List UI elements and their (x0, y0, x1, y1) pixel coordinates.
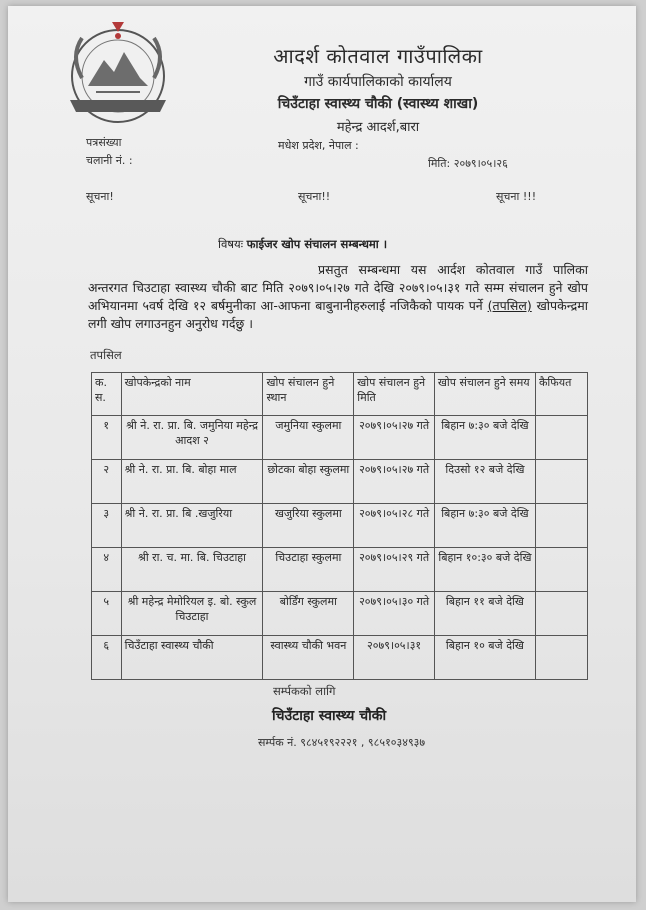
cell-date: २०७९।०५।२७ गते (354, 460, 435, 504)
letter-body (88, 261, 588, 333)
table-header-row (92, 373, 588, 416)
cell-center-name: चिउँटाहा स्वास्थ्य चौकी (121, 636, 263, 680)
cell-remarks (535, 504, 587, 548)
cell-serial: ५ (92, 592, 122, 636)
address-line: महेन्द्र आदर्श,बारा (336, 120, 420, 135)
cell-time: दिउसो १२ बजे देखि (434, 460, 535, 504)
header-serial: क. स. (92, 373, 122, 416)
cell-remarks (535, 636, 587, 680)
header-place: खोप संचालन हुने स्थान (263, 373, 354, 416)
cell-place: चिउटाहा स्कुलमा (263, 548, 354, 592)
cell-place: खजुरिया स्कुलमा (263, 504, 354, 548)
reference-number-label: पत्रसंख्या (86, 136, 122, 149)
contact-phone-numbers: सर्म्पक नं. ९८४५१९२२२१ , ९८५१०३४९३७ (258, 736, 426, 749)
cell-date: २०७९।०५।२९ गते (354, 548, 435, 592)
vaccination-schedule-table (91, 372, 588, 680)
table-row (92, 504, 588, 548)
cell-time: बिहान ७:३० बजे देखि (434, 416, 535, 460)
cell-remarks (535, 548, 587, 592)
table-row (92, 460, 588, 504)
dispatch-number-label: चलानी नं. : (86, 154, 133, 167)
cell-time: बिहान १० बजे देखि (434, 636, 535, 680)
cell-time: बिहान ७:३० बजे देखि (434, 504, 535, 548)
cell-date: २०७९।०५।२७ गते (354, 416, 435, 460)
cell-place: जमुनिया स्कुलमा (263, 416, 354, 460)
notice-heading-2: सूचना!! (298, 190, 331, 203)
cell-center-name: श्री रा. च. मा. बि. चिउटाहा (121, 548, 263, 592)
header-center-name: खोपकेन्द्रको नाम (121, 373, 263, 416)
table-row (92, 416, 588, 460)
cell-center-name: श्री ने. रा. प्रा. बि. जमुनिया महेन्द्र आदश २ (121, 416, 263, 460)
subject-text: फाईजर खोप संचालन सम्बन्धमा । (246, 237, 388, 251)
cell-center-name: श्री महेन्द्र मेमोरियल इ. बो. स्कुल चिउटाहा (121, 592, 263, 636)
schedule-label: तपसिल (90, 348, 122, 362)
cell-date: २०७९।०५।३१ (354, 636, 435, 680)
letter-page (8, 6, 636, 902)
health-post-name: चिउँटाहा स्वास्थ्य चौकी (स्वास्थ्य शाखा) (277, 96, 479, 112)
cell-time: बिहान ११ बजे देखि (434, 592, 535, 636)
cell-serial: ४ (92, 548, 122, 592)
header-date: खोप संचालन हुने मिति (354, 373, 435, 416)
cell-remarks (535, 460, 587, 504)
cell-serial: २ (92, 460, 122, 504)
cell-serial: ३ (92, 504, 122, 548)
cell-serial: १ (92, 416, 122, 460)
subject-line (218, 237, 387, 252)
notice-heading-1: सूचना! (86, 190, 114, 203)
cell-date: २०७९।०५।२८ गते (354, 504, 435, 548)
body-text-part1: प्रसतुत सम्बन्धमा यस आर्दश कोतवाल गाउँ पालिका अन्तरगत चिउटाहा स्वास्थ्य चौकी बाट मिति २०७९।०५।२७ गते देखि २०७९।०५।३१ गते सम्म संचालन हुने खोप अभियानमा ५वर्ष देखि १२ बर्षमुनीका आ-आफना बाबुनानीहरुलाई नजिकैको पायक पर्ने (88, 262, 588, 313)
contact-label: सर्म्पकको लागि (273, 684, 336, 698)
cell-center-name: श्री ने. रा. प्रा. बि .खजुरिया (121, 504, 263, 548)
notice-heading-3: सूचना !!! (496, 190, 537, 203)
signature-health-post: चिउँटाहा स्वास्थ्य चौकी (272, 708, 387, 724)
table-row (92, 548, 588, 592)
cell-date: २०७९।०५।३० गते (354, 592, 435, 636)
body-text-part2: खोपकेन्द्रमा लगी खोप लगाउनहुन अनुरोध गर्दछु । (88, 298, 588, 331)
cell-time: बिहान १०:३० बजे देखि (434, 548, 535, 592)
office-name: गाउँ कार्यपालिकाको कार्यालय (304, 74, 452, 90)
schedule-reference: (तपसिल) (487, 298, 532, 313)
header-remarks: कैफियत (535, 373, 587, 416)
municipality-title: आदर्श कोतवाल गाउँपालिका (273, 44, 483, 68)
cell-place: छोटका बोहा स्कुलमा (263, 460, 354, 504)
cell-place: स्वास्थ्य चौकी भवन (263, 636, 354, 680)
cell-remarks (535, 592, 587, 636)
letter-date: मिति: २०७९।०५।२६ (428, 157, 508, 170)
subject-label: विषयः (218, 237, 244, 251)
header-time: खोप संचालन हुने समय (434, 373, 535, 416)
cell-remarks (535, 416, 587, 460)
cell-place: बोर्डिंग स्कुलमा (263, 592, 354, 636)
table-row (92, 592, 588, 636)
table-row (92, 636, 588, 680)
cell-serial: ६ (92, 636, 122, 680)
province-line: मधेश प्रदेश, नेपाल : (278, 139, 359, 152)
cell-center-name: श्री ने. रा. प्रा. बि. बोहा माल (121, 460, 263, 504)
